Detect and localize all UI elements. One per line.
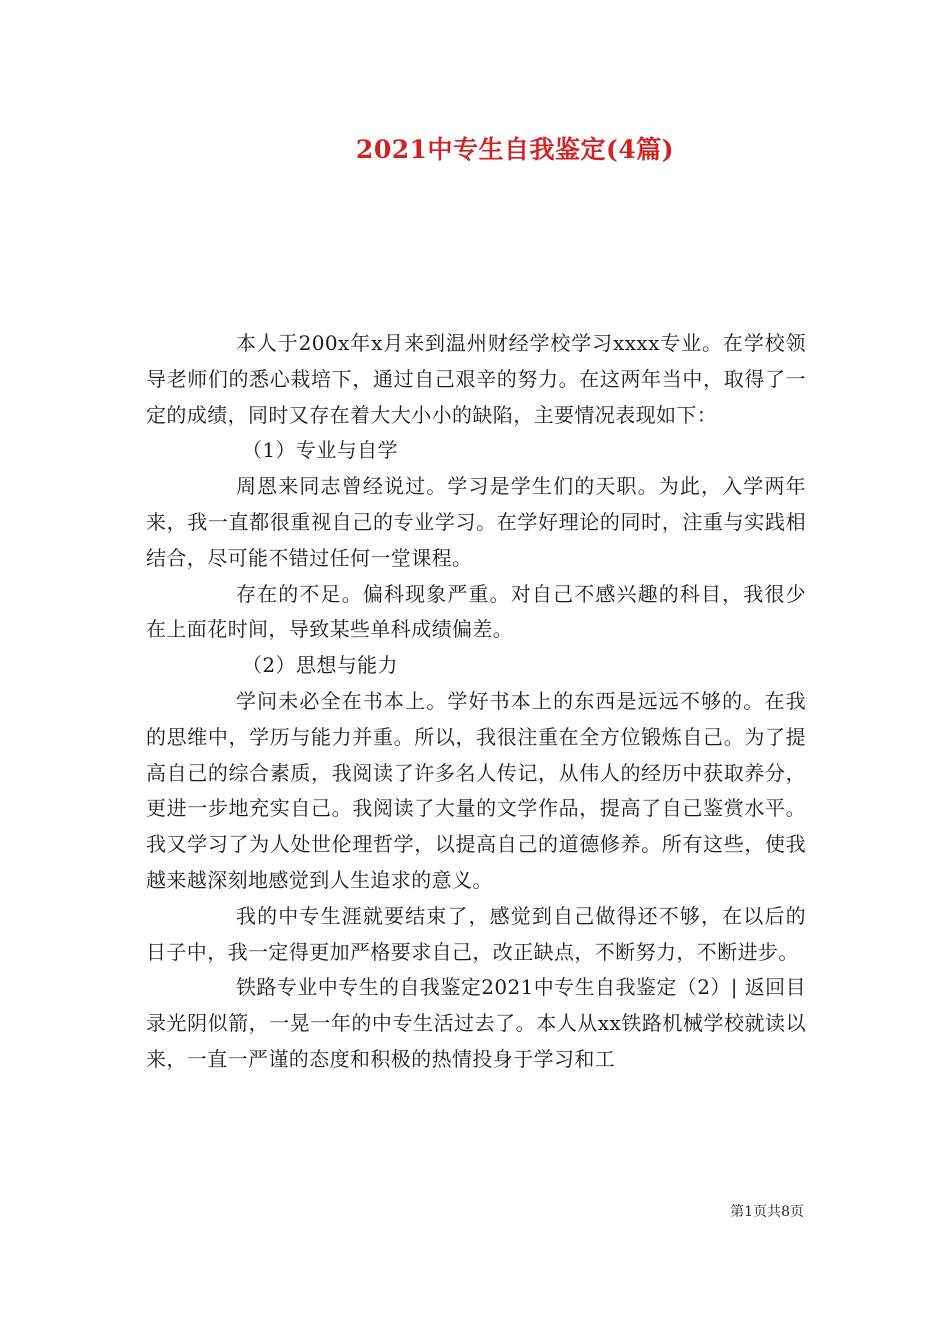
document-body (146, 326, 806, 1078)
paragraph-major-study: 周恩来同志曾经说过。学习是学生们的天职。为此，入学两年来，我一直都很重视自己的专业学习。在学好理论的同时，注重与实践相结合，尽可能不错过任何一堂课程。 (146, 474, 806, 570)
page-number: 第1页共8页 (730, 1204, 804, 1220)
paragraph-shortcomings: 存在的不足。偏科现象严重。对自己不感兴趣的科目，我很少在上面花时间，导致某些单科成绩偏差。 (146, 581, 806, 642)
section-heading-major: （1）专业与自学 (242, 438, 398, 463)
section-heading-thought: （2）思想与能力 (242, 653, 398, 678)
page-title: 2021中专生自我鉴定(4篇) (355, 135, 675, 164)
paragraph-intro: 本人于200x年x月来到温州财经学校学习xxxx专业。在学校领导老师们的悉心栽培下，通过自己艰辛的努力。在这两年当中，取得了一定的成绩，同时又存在着大大小小的缺陷，主要情况表现如下： (146, 331, 806, 427)
paragraph-thought-ability: 学问未必全在书本上。学好书本上的东西是远远不够的。在我的思维中，学历与能力并重。所以，我很注重在全方位锻炼自己。为了提高自己的综合素质，我阅读了许多名人传记，从伟人的经历中获取养分，更进一步地充实自己。我阅读了大量的文学作品，提高了自己鉴赏水平。我又学习了为人处世伦理哲学，以提高自己的道德修养。所有这些，使我越来越深刻地感觉到人生追求的意义。 (146, 688, 806, 892)
paragraph-conclusion: 我的中专生涯就要结束了，感觉到自己做得还不够，在以后的日子中，我一定得更加严格要求自己，改正缺点，不断努力，不断进步。 (146, 903, 806, 964)
paragraph-second-article: 铁路专业中专生的自我鉴定2021中专生自我鉴定（2）| 返回目录光阴似箭，一晃一年的中专生活过去了。本人从xx铁路机械学校就读以来，一直一严谨的态度和积极的热情投身于学习和工 (146, 975, 806, 1071)
